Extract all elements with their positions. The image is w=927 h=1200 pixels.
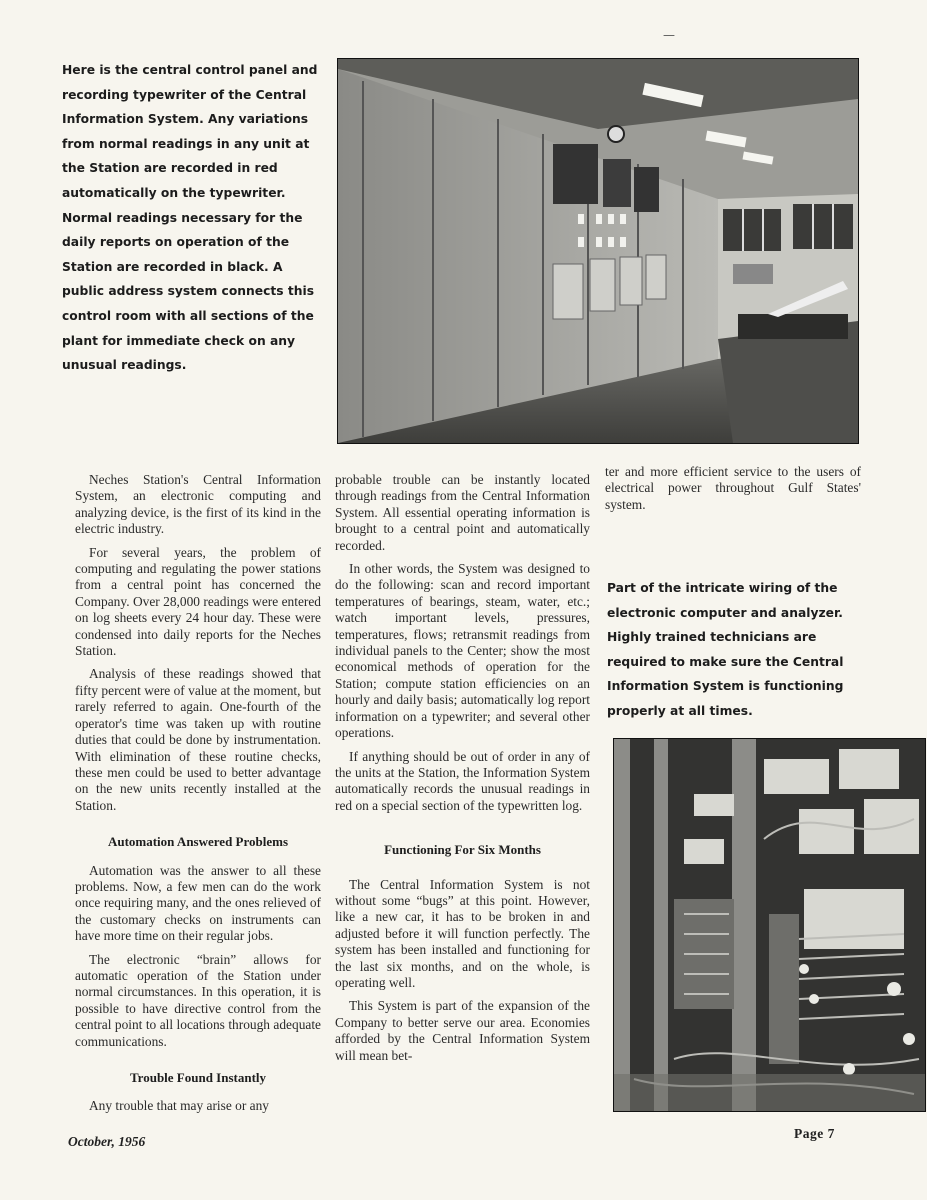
article-column-1 xyxy=(75,472,321,1122)
scan-mark: — xyxy=(663,28,675,42)
section-heading: Functioning For Six Months xyxy=(384,842,541,858)
wiring-photo xyxy=(613,738,926,1112)
control-room-illustration xyxy=(338,59,858,443)
paragraph: ter and more efficient service to the users of electrical power throughout Gulf States' system. xyxy=(605,464,861,512)
section-heading: Automation Answered Problems xyxy=(107,834,289,850)
control-room-photo xyxy=(337,58,859,444)
page-number: Page 7 xyxy=(794,1126,835,1141)
paragraph: probable trouble can be instantly located through readings from the Central Information System. All essential operating information is brought to a central point and automatically recorded. xyxy=(335,472,590,553)
article-column-3 xyxy=(605,464,861,520)
paragraph: In other words, the System was designed to do the following: scan and record important temperatures of bearings, steam, water, etc.; watch important levels, pressures, temperatures, flows; retransmit readings from individual panels to the Center; show the most economical methods of operation for the Station; compute station efficiencies on an hourly and daily basis; automatically log report information on a typewriter; and several other operations. xyxy=(335,561,590,741)
article-column-2 xyxy=(335,472,590,1071)
paragraph: Neches Station's Central Information System, an electronic computing and analyzing device, is the first of its kind in the electric industry. xyxy=(75,472,321,537)
paragraph: The Central Information System is not without some “bugs” at this point. However, like a new car, it has to be broken in and adjusted before it will function perfectly. The system has been installed and functioning for the last six months, and on the whole, is operating well. xyxy=(335,876,590,990)
paragraph: If anything should be out of order in any of the units at the Station, the Information System automatically records the unusual readings in red on a special section of the typewritten log. xyxy=(335,748,590,813)
wiring-illustration xyxy=(614,739,925,1111)
issue-date: October, 1956 xyxy=(68,1134,146,1149)
paragraph: Analysis of these readings showed that fifty percent were of value at the moment, but rarely referred to again. One-fourth of the operator's time was taken up with routine duties that could be done by instrumentation. With elimination of these routine checks, these men could be used to better advantage on the new units recently installed at the Station. xyxy=(75,666,321,813)
section-heading: Trouble Found Instantly xyxy=(129,1070,267,1085)
paragraph: For several years, the problem of computing and regulating the power stations from a central point has concerned the Company. Over 28,000 readings were entered on log sheets every 24 hour day. These were condensed into daily reports for the Neches Station. xyxy=(75,544,321,659)
wiring-caption: Part of the intricate wiring of the electronic computer and analyzer. Highly trained technicians are required to make sure the Central Information System is functioning properly at all times. xyxy=(607,581,844,718)
paragraph: Automation was the answer to all these problems. Now, a few men can do the work once requiring many, and the ones relieved of the customary checks on instruments can have more time on their regular jobs. xyxy=(75,862,321,944)
paragraph: This System is part of the expansion of the Company to better serve our area. Economies afforded by the Central Information System will mean bet- xyxy=(335,998,590,1063)
paragraph: The electronic “brain” allows for automatic operation of the Station under normal circumstances. In this operation, it is possible to have directive control from the central point to all locations through adequate communications. xyxy=(75,951,321,1049)
control-panel-caption: Here is the central control panel and recording typewriter of the Central Information System. Any variations from normal readings in any unit at the Station are recorded in red automatically on the typewriter. Normal readings necessary for the daily reports on operation of the Station are recorded in black. A public address system connects this control room with all sections of the plant for immediate check on any unusual readings. xyxy=(62,63,318,373)
paragraph: Any trouble that may arise or any xyxy=(89,1098,269,1114)
